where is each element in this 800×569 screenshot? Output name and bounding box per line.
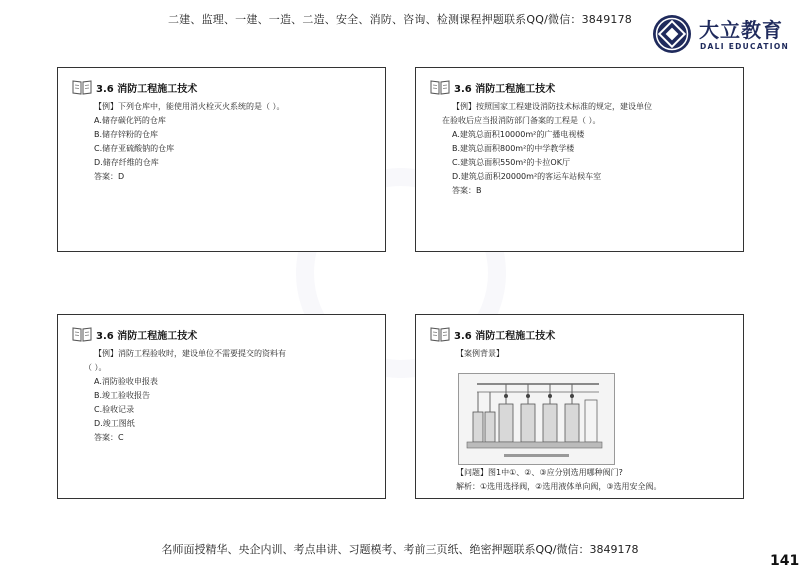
option-line: D.建筑总面积20000m²的客运车站候车室: [452, 172, 602, 181]
answer-analysis-text: 解析：①选用选择阀，②选用液体单向阀，③选用安全阀。: [456, 482, 662, 491]
book-icon: [72, 326, 92, 342]
option-line: C.验收记录: [94, 405, 135, 414]
case-background-label: 【案例背景】: [456, 349, 504, 358]
slide-body: [442, 100, 733, 198]
option-line: B.竣工验收报告: [94, 391, 151, 400]
logo-name-en: DALI EDUCATION: [700, 42, 790, 51]
option-line: C.建筑总面积550m²的卡拉OK厅: [452, 158, 570, 167]
slide-1: [57, 67, 386, 252]
option-line: B.建筑总面积800m²的中学教学楼: [452, 144, 575, 153]
option-line: C.储存亚硫酸钠的仓库: [94, 144, 175, 153]
question-line: 【例】按照国家工程建设消防技术标准的规定，建设单位: [452, 102, 652, 111]
dali-logo: [652, 14, 792, 58]
slide-title: 3.6 消防工程施工技术: [454, 84, 556, 95]
footer-contact-text: 名师面授精华、央企内训、考点串讲、习题模考、考前三页纸、绝密押题联系QQ/微信：3849178: [161, 543, 639, 556]
option-line: D.储存纤维的仓库: [94, 158, 159, 167]
question-line: 【例】消防工程验收时，建设单位不需要提交的资料有: [94, 349, 286, 358]
slide-4: [415, 314, 744, 499]
slide-body: [84, 347, 375, 445]
header-contact-text: 二建、监理、一建、一造、二造、安全、消防、咨询、检测课程押题联系QQ/微信：3849178: [167, 13, 632, 26]
slide-2: [415, 67, 744, 252]
answer-line: 答案：C: [94, 433, 124, 442]
book-icon: [72, 79, 92, 95]
answer-line: 答案：B: [452, 186, 482, 195]
option-line: A.储存碳化钙的仓库: [94, 116, 166, 125]
answer-line: 答案：D: [94, 172, 125, 181]
question-line: 【例】下列仓库中，能使用消火栓灭火系统的是（ ）。: [94, 102, 285, 111]
slide-body: [94, 100, 375, 184]
option-line: A.建筑总面积10000m²的广播电视楼: [452, 130, 585, 139]
fire-suppression-system-diagram: [458, 373, 615, 465]
slide-title: 3.6 消防工程施工技术: [96, 84, 198, 95]
option-line: D.竣工图纸: [94, 419, 135, 428]
question-line: 在验收后应当报消防部门备案的工程是（ ）。: [442, 116, 601, 125]
option-line: B.储存锌粉的仓库: [94, 130, 159, 139]
slide-title: 3.6 消防工程施工技术: [454, 331, 556, 342]
question-text: 【问题】图1中①、②、③应分别选用哪种阀门?: [456, 468, 623, 477]
question-line: （ ）。: [84, 363, 107, 372]
slide-3: [57, 314, 386, 499]
dali-logo-icon: [652, 14, 692, 54]
logo-name-cn: 大立教育: [699, 18, 783, 42]
book-icon: [430, 79, 450, 95]
page-number: 141: [770, 553, 800, 569]
slide-title: 3.6 消防工程施工技术: [96, 331, 198, 342]
option-line: A.消防验收申报表: [94, 377, 158, 386]
book-icon: [430, 326, 450, 342]
